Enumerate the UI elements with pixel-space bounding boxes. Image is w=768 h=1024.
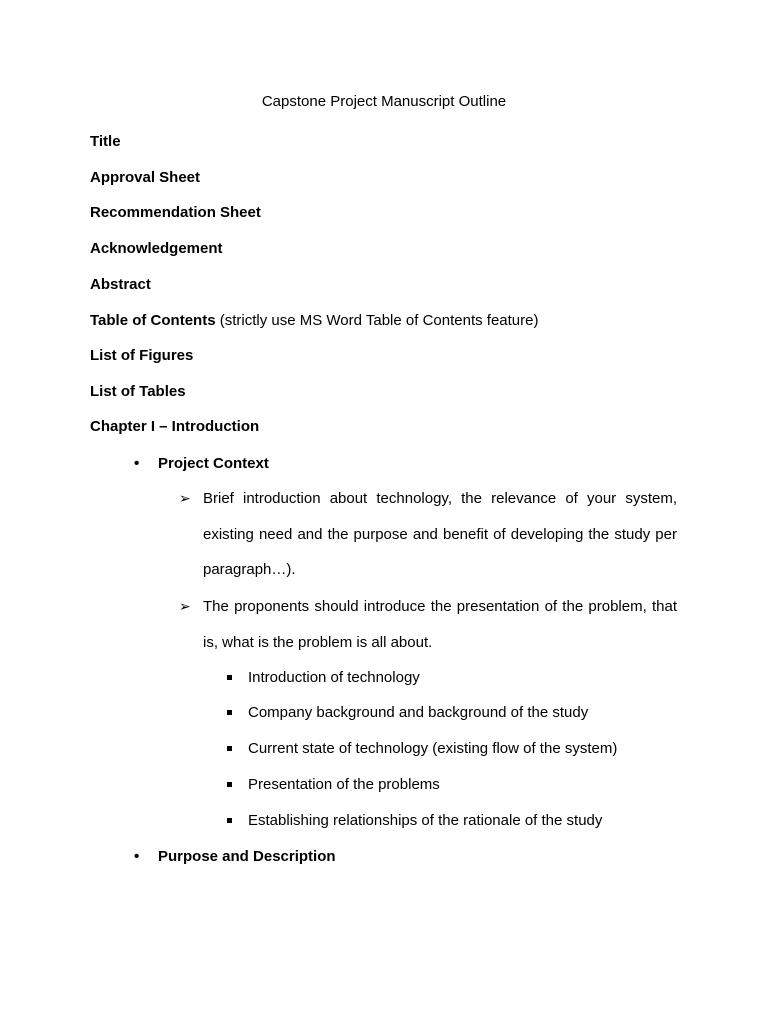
square-bullet-icon (227, 818, 232, 823)
point-text: The proponents should introduce the presentation of the problem, that is, what is the problem is all about. (203, 598, 677, 651)
heading-table-of-contents (90, 311, 538, 331)
arrow-bullet-icon: ➢ (179, 598, 191, 614)
project-context-point (179, 481, 677, 588)
problem-subpoint (248, 703, 588, 723)
subpoint-text: Company background and background of the study (248, 704, 589, 721)
project-context-point (179, 589, 677, 660)
heading-approval-sheet (90, 168, 200, 188)
point-text: Brief introduction about technology, the relevance of your system, existing need and the purpose and benefit of developing the study per paragraph…). (203, 490, 677, 579)
problem-subpoint (248, 775, 440, 795)
bullet-project-context (134, 454, 269, 474)
heading-list-of-tables (90, 382, 186, 402)
heading-acknowledgement (90, 239, 223, 259)
heading-label: Table of Contents (90, 312, 216, 329)
heading-recommendation-sheet (90, 203, 261, 223)
square-bullet-icon (227, 710, 232, 715)
heading-label: Chapter I – Introduction (90, 418, 260, 435)
document-title: Capstone Project Manuscript Outline (261, 93, 507, 110)
square-bullet-icon (227, 782, 232, 787)
heading-label: Title (90, 133, 121, 150)
heading-label: Acknowledgement (90, 240, 223, 257)
bullet-label: Purpose and Description (158, 848, 336, 865)
subpoint-text: Presentation of the problems (248, 776, 440, 793)
problem-subpoint (248, 668, 420, 688)
bullet-dot-icon: • (134, 848, 140, 865)
heading-label: Recommendation Sheet (90, 204, 261, 221)
subpoint-text: Current state of technology (existing flow of the system) (248, 740, 618, 757)
heading-label: List of Figures (90, 347, 194, 364)
bullet-label: Project Context (158, 455, 269, 472)
square-bullet-icon (227, 675, 232, 680)
heading-label: Abstract (90, 276, 151, 293)
heading-label: Approval Sheet (90, 169, 201, 186)
heading-list-of-figures (90, 346, 193, 366)
problem-subpoint (248, 739, 617, 759)
arrow-bullet-icon: ➢ (179, 490, 191, 506)
problem-subpoint (248, 811, 602, 831)
heading-label: List of Tables (90, 383, 186, 400)
heading-title (90, 132, 121, 152)
square-bullet-icon (227, 746, 232, 751)
heading-abstract (90, 275, 151, 295)
heading-chapter-1 (90, 417, 259, 437)
subpoint-text: Establishing relationships of the rationale of the study (248, 812, 603, 829)
bullet-purpose-and-description (134, 847, 336, 867)
heading-note: (strictly use MS Word Table of Contents feature) (215, 312, 539, 329)
subpoint-text: Introduction of technology (248, 669, 420, 686)
bullet-dot-icon: • (134, 455, 140, 472)
